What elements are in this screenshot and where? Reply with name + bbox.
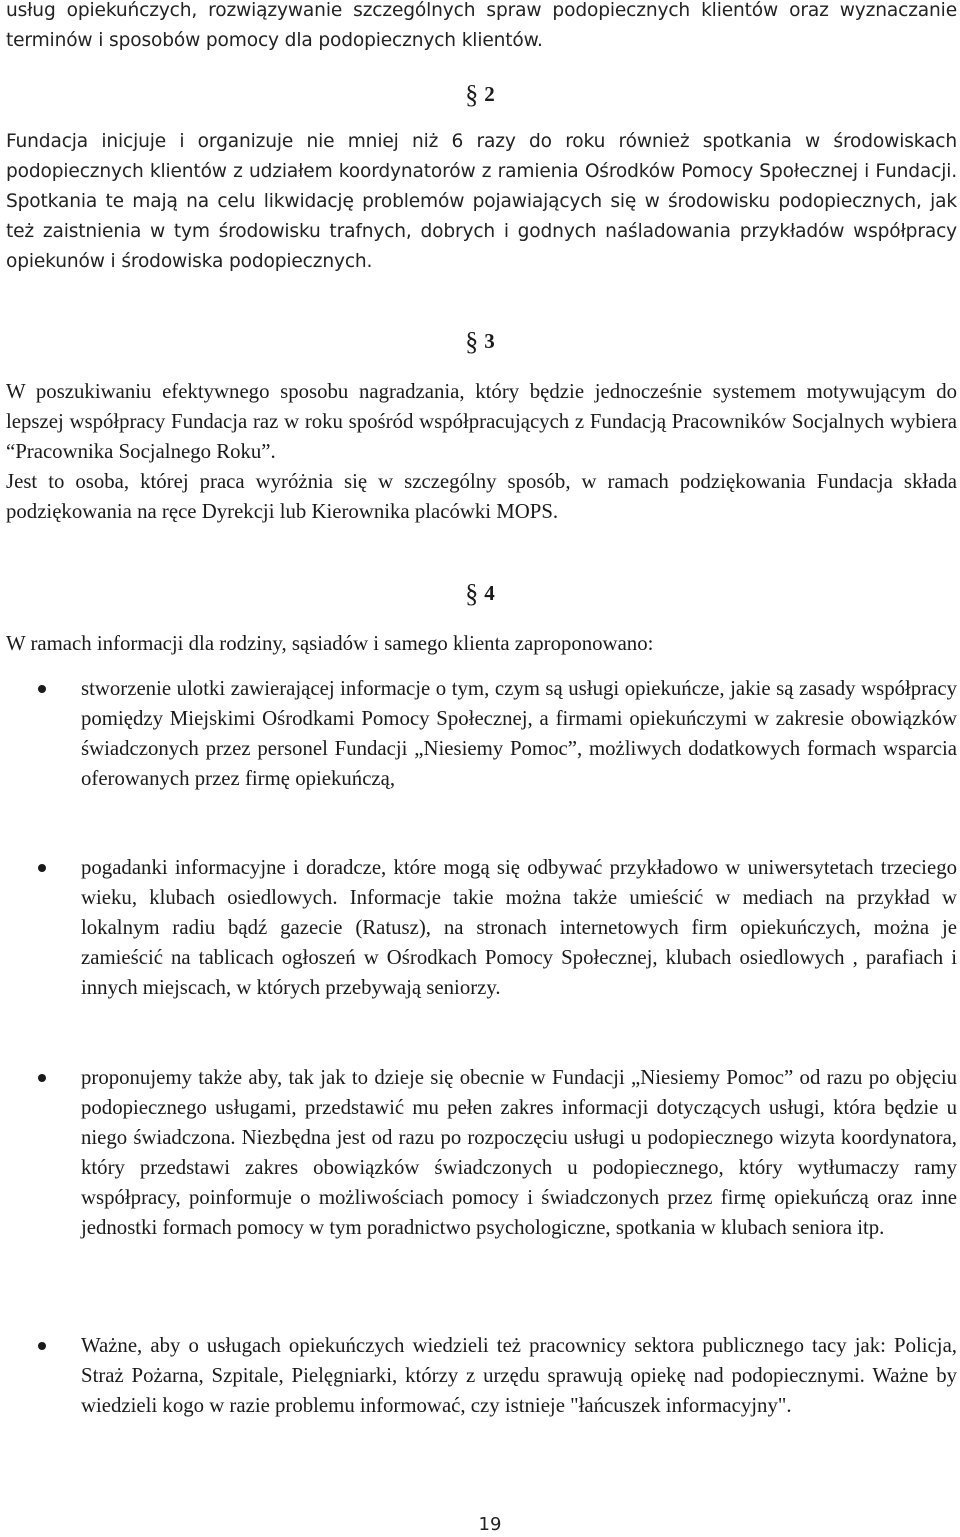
bullet-icon xyxy=(38,1342,46,1350)
list-item-text: stworzenie ulotki zawierającej informacje o tym, czym są usługi opiekuńcze, jakie są zasady współpracy pomiędzy Miejskimi Ośrodkami Pomocy Społecznej, a firmami opiekuńczymi w zakresie obowiązków świadczonych przez personel Fundacji „Niesiemy Pomoc”, możliwych dodatkowych formach wsparcia oferowanych przez firmę opiekuńczą, xyxy=(81,677,957,790)
section-symbol: § xyxy=(465,80,479,109)
section-4-heading xyxy=(0,577,960,608)
list-item-text: Ważne, aby o usługach opiekuńczych wiedzieli też pracownicy sektora publicznego tacy jak: Policja, Straż Pożarna, Szpitale, Pielęgniarki, którzy z urzędu sprawują opiekę nad podopiecznymi. Ważne by wiedzieli kogo w razie problemu informować, czy istnieje "łańcuszek informacyjny". xyxy=(81,1334,957,1417)
section-number: 3 xyxy=(484,329,495,353)
section-symbol: § xyxy=(465,579,479,608)
section-number: 2 xyxy=(484,82,495,106)
section-symbol: § xyxy=(465,327,479,356)
bullet-icon xyxy=(38,685,46,693)
bullet-icon xyxy=(38,864,46,872)
section-4-intro: W ramach informacji dla rodziny, sąsiadów i samego klienta zaproponowano: xyxy=(6,632,654,655)
list-item-text: pogadanki informacyjne i doradcze, które mogą się odbywać przykładowo w uniwersytetach trzeciego wieku, klubach osiedlowych. Informacje takie można także umieścić w mediach na przykład w lokalnym radiu bądź gazecie (Ratusz), na stronach internetowych firm opiekuńczych, można je zamieścić na tablicach ogłoszeń w Ośrodkach Pomocy Społecznej, klubach osiedlowych , parafiach i innych miejscach, w których przebywają seniorzy. xyxy=(81,856,957,999)
section-3-heading xyxy=(0,325,960,356)
section-2-heading xyxy=(0,78,960,109)
section-3-paragraph-1: W poszukiwaniu efektywnego sposobu nagradzania, który będzie jednocześnie systemem motywującym do lepszej współpracy Fundacja raz w roku spośród współpracujących z Fundacją Pracowników Socjalnych wybiera “Pracownika Socjalnego Roku”. xyxy=(6,380,957,463)
intro-paragraph: usług opiekuńczych, rozwiązywanie szczególnych spraw podopiecznych klientów oraz wyznaczanie terminów i sposobów pomocy dla podopiecznych klientów. xyxy=(6,0,957,51)
section-2-paragraph: Fundacja inicjuje i organizuje nie mniej niż 6 razy do roku również spotkania w środowiskach podopiecznych klientów z udziałem koordynatorów z ramienia Ośrodków Pomocy Społecznej i Fundacji. Spotkania te mają na celu likwidację problemów pojawiających się w środowisku podopiecznych, jak też zaistnienia w tym środowisku trafnych, dobrych i godnych naśladowania przykładów współpracy opiekunów i środowiska podopiecznych. xyxy=(6,131,957,272)
page-number: 19 xyxy=(478,1514,502,1535)
section-3-paragraph-2: Jest to osoba, której praca wyróżnia się w szczególny sposób, w ramach podziękowania Fundacja składa podziękowania na ręce Dyrekcji lub Kierownika placówki MOPS. xyxy=(6,470,957,523)
bullet-icon xyxy=(38,1074,46,1082)
list-item-text: proponujemy także aby, tak jak to dzieje się obecnie w Fundacji „Niesiemy Pomoc” od razu po objęciu podopiecznego usługami, przedstawić mu pełen zakres informacji dotyczących usługi, która będzie u niego świadczona. Niezbędna jest od razu po rozpoczęciu usługi u podopiecznego wizyta koordynatora, który przedstawi zakres obowiązków świadczonych u podopiecznego, który wytłumaczy ramy współpracy, poinformuje o możliwościach pomocy i świadczonych przez firmę opiekuńczą oraz inne jednostki formach pomocy w tym poradnictwo psychologiczne, spotkania w klubach seniora itp. xyxy=(81,1066,957,1239)
section-number: 4 xyxy=(484,581,495,605)
